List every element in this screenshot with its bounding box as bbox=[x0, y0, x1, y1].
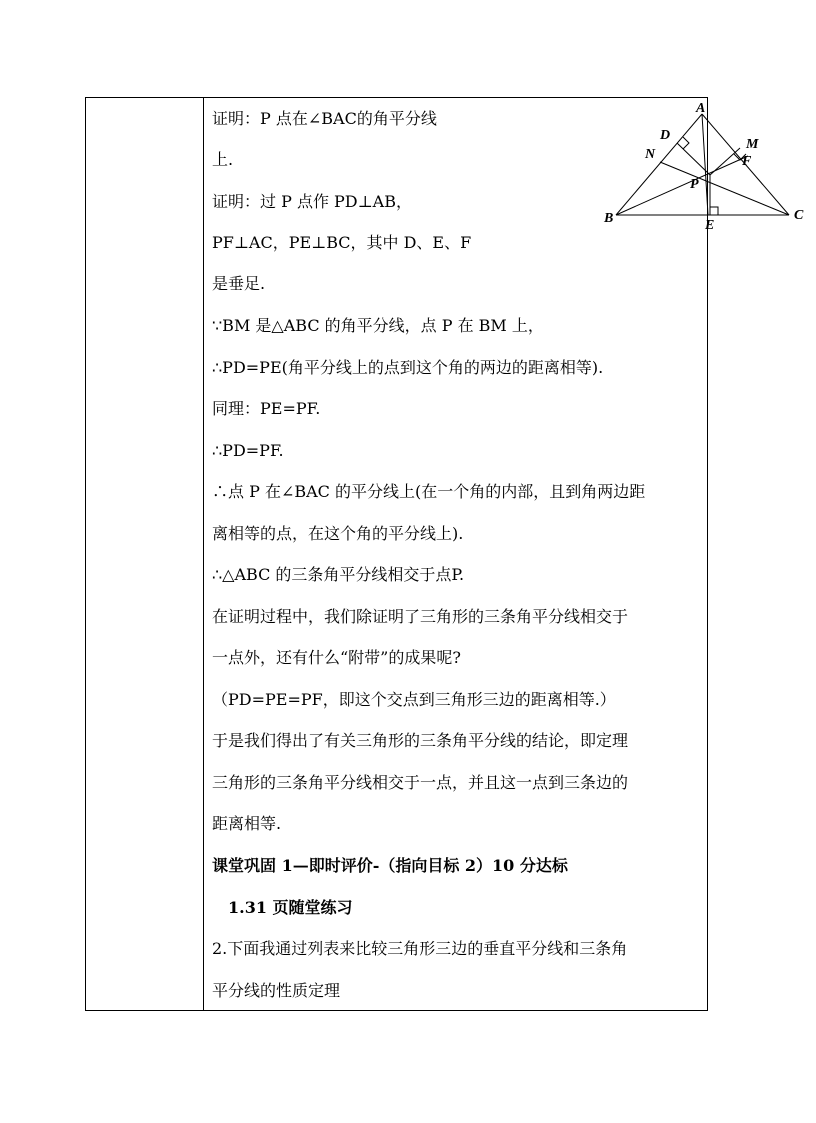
label-a: A bbox=[696, 101, 706, 116]
proof-similarly: 同理：PE=PF. bbox=[212, 399, 321, 418]
content-table bbox=[85, 97, 804, 1011]
bisector-c bbox=[660, 162, 789, 215]
proof-conclusion-line-2: 离相等的点，在这个角的平分线上). bbox=[212, 524, 464, 543]
question-line-1: 在证明过程中，我们除证明了三角形的三条角平分线相交于 bbox=[212, 607, 629, 626]
proof-therefore-pd-pf: ∴PD=PF. bbox=[212, 441, 284, 460]
label-n: N bbox=[645, 147, 656, 162]
side-ab bbox=[616, 114, 702, 215]
exercise-2-line-1: 2.下面我通过列表来比较三角形三边的垂直平分线和三条角 bbox=[212, 939, 628, 958]
theorem-line-1: 三角形的三条角平分线相交于一点，并且这一点到三条边的 bbox=[212, 773, 629, 792]
label-p: P bbox=[690, 177, 699, 192]
triangle-figure bbox=[604, 98, 816, 238]
proof-final-line: ∴△ABC 的三条角平分线相交于点P. bbox=[212, 565, 465, 584]
label-d: D bbox=[660, 128, 671, 143]
question-line-2: 一点外，还有什么“附带”的成果呢? bbox=[212, 648, 461, 667]
proof-therefore-pd-pe: ∴PD=PE(角平分线上的点到这个角的两边的距离相等). bbox=[212, 358, 604, 377]
theorem-line-2: 距离相等. bbox=[212, 814, 282, 833]
right-angle-mark-d bbox=[683, 137, 689, 149]
proof-step-line-3: 是垂足. bbox=[212, 274, 266, 293]
bisector-b bbox=[616, 156, 748, 215]
practice-heading: 1.31 页随堂练习 bbox=[228, 898, 353, 917]
answer-line: （PD=PE=PF，即这个交点到三角形三边的距离相等.） bbox=[212, 690, 616, 709]
proof-statement-line-2: 上. bbox=[212, 150, 234, 169]
section-heading-consolidation: 课堂巩固 1—即时评价-（指向目标 2）10 分达标 bbox=[212, 856, 568, 875]
label-c: C bbox=[794, 208, 804, 223]
proof-statement-line-1: 证明：P 点在∠BAC的角平分线 bbox=[212, 109, 437, 128]
right-angle-mark-e bbox=[710, 207, 718, 215]
left-column-cell bbox=[86, 98, 204, 1010]
bisector-a bbox=[702, 114, 708, 215]
label-b: B bbox=[604, 211, 614, 226]
exercise-2-line-2: 平分线的性质定理 bbox=[212, 981, 341, 1000]
label-e: E bbox=[705, 218, 715, 233]
proof-step-line-1: 证明：过 P 点作 PD⊥AB， bbox=[212, 192, 412, 211]
label-f: F bbox=[742, 154, 752, 169]
proof-because-line: ∵BM 是△ABC 的角平分线，点 P 在 BM 上， bbox=[212, 316, 544, 335]
proof-step-line-2: PF⊥AC，PE⊥BC，其中 D、E、F bbox=[212, 233, 472, 252]
proof-conclusion-line-1: ∴点 P 在∠BAC 的平分线上(在一个角的内部，且到角两边距 bbox=[212, 482, 646, 501]
label-m: M bbox=[746, 137, 759, 152]
theorem-intro-line: 于是我们得出了有关三角形的三条角平分线的结论，即定理 bbox=[212, 731, 629, 750]
